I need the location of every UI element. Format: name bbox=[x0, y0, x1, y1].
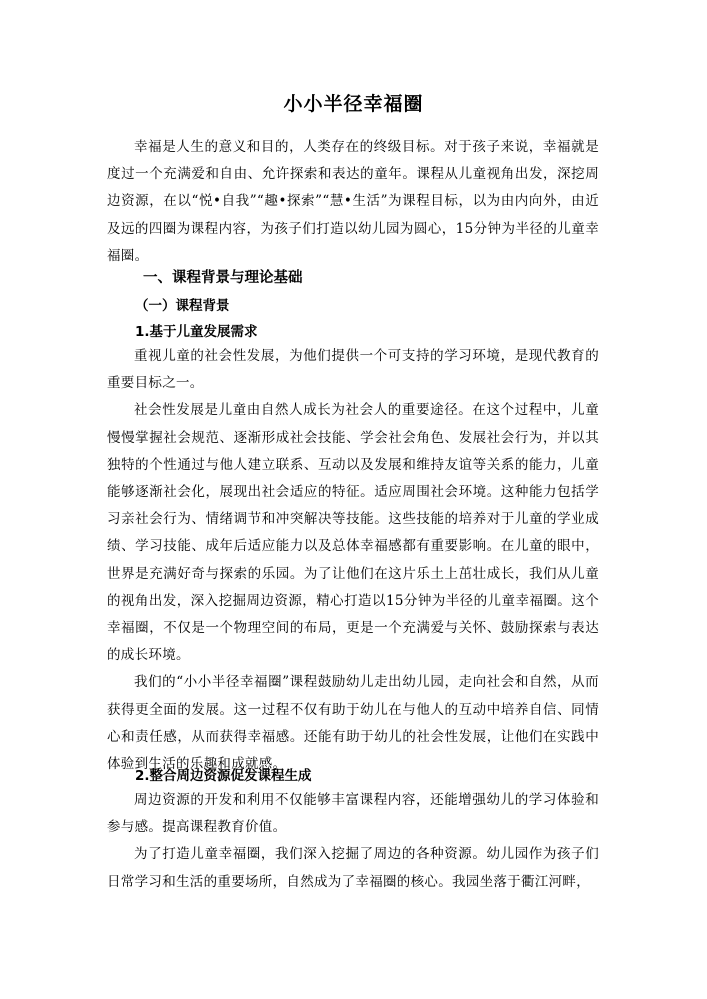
item-heading-resources: 2.整合周边资源促发课程生成 bbox=[135, 768, 312, 784]
subsection-heading-background: （一）课程背景 bbox=[135, 298, 230, 314]
body-paragraph: 社会性发展是儿童由自然人成长为社会人的重要途径。在这个过程中，儿童慢慢掌握社会规范、逐渐形成社会技能、学会社会角色、发展社会行为，并以其独特的个性通过与他人建立联系、互动以及发展和维持友谊等关系的能力，儿童能够逐渐社会化，展现出社会适应的特征。适应周围社会环境。这种能力包括学习亲社会行为、情绪调节和冲突解决等技能。这些技能的培养对于儿童的学业成绩、学习技能、成年后适应能力以及总体幸福感都有重要影响。在儿童的眼中，世界是充满好奇与探索的乐园。为了让他们在这片乐土上茁壮成长，我们从儿童的视角出发，深入挖掘周边资源，精心打造以15分钟为半径的儿童幸福圈。这个幸福圈，不仅是一个物理空间的布局，更是一个充满爱与关怀、鼓励探索与表达的成长环境。 bbox=[107, 402, 599, 664]
intro-paragraph: 幸福是人生的意义和目的，人类存在的终级目标。对于孩子来说，幸福就是度过一个充满爱和自由、允许探索和表达的童年。课程从儿童视角出发，深挖周边资源，在以“悦•自我”“趣•探索”“慧•生活”为课程目标，以为由内向外，由近及远的四圈为课程内容，为孩子们打造以幼儿园为圆心，15分钟为半径的儿童幸福圈。 bbox=[107, 139, 599, 264]
child-needs-block bbox=[107, 343, 599, 778]
intro-block bbox=[107, 134, 599, 270]
body-paragraph: 我们的“小小半径幸福圈”课程鼓励幼儿走出幼儿园，走向社会和自然，从而获得更全面的发展。这一过程不仅有助于幼儿在与他人的互动中培养自信、同情心和责任感，从而获得幸福感。还能有助于幼儿的社会性发展，让他们在实践中体验到生活的乐趣和成就感。 bbox=[107, 674, 599, 773]
resources-block bbox=[107, 787, 599, 896]
body-paragraph: 为了打造儿童幸福圈，我们深入挖掘了周边的各种资源。幼儿园作为孩子们日常学习和生活的重要场所，自然成为了幸福圈的核心。我园坐落于衢江河畔， bbox=[107, 846, 599, 890]
section-heading-background: 一、课程背景与理论基础 bbox=[143, 270, 303, 286]
body-paragraph: 重视儿童的社会性发展，为他们提供一个可支持的学习环境，是现代教育的重要目标之一。 bbox=[107, 348, 599, 392]
item-heading-child-needs: 1.基于儿童发展需求 bbox=[135, 324, 258, 340]
body-paragraph: 周边资源的开发和利用不仅能够丰富课程内容，还能增强幼儿的学习体验和参与感。提高课程教育价值。 bbox=[107, 792, 599, 836]
page-title: 小小半径幸福圈 bbox=[283, 93, 424, 115]
